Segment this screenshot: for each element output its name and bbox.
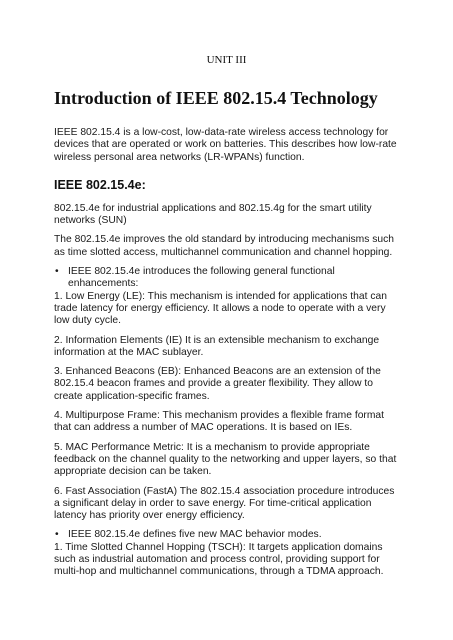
item-low-energy: 1. Low Energy (LE): This mechanism is intended for applications that can trade latency for energy efficiency. It allows a node to operate with a very low duty cycle. bbox=[54, 290, 387, 327]
bullet-enhancements bbox=[54, 266, 399, 291]
document-body bbox=[54, 127, 399, 579]
document-title: Introduction of IEEE 802.15.4 Technology bbox=[54, 88, 378, 108]
item-fast-association: 6. Fast Association (FastA) The 802.15.4 association procedure introduces a significant delay in order to save energy. For time-critical application latency has priority over energy efficiency. bbox=[54, 485, 395, 522]
section-heading: IEEE 802.15.4e: bbox=[54, 177, 146, 192]
improves-paragraph: The 802.15.4e improves the old standard by introducing mechanisms such as time slotted access, multichannel communication and channel hopping. bbox=[54, 234, 394, 258]
unit-label: UNIT III bbox=[206, 54, 247, 66]
mode-tsch: 1. Time Slotted Channel Hopping (TSCH): It targets application domains such as industrial automation and process control, providing support for multi-hop and multichannel communications, through a TDMA approach. bbox=[54, 541, 384, 578]
item-enhanced-beacons: 3. Enhanced Beacons (EB): Enhanced Beacons are an extension of the 802.15.4 beacon frames and provide a greater flexibility. They allow to create application-specific frames. bbox=[54, 366, 381, 402]
industrial-paragraph: 802.15.4e for industrial applications and 802.15.4g for the smart utility networks (SUN) bbox=[54, 202, 372, 227]
item-information-elements: 2. Information Elements (IE) It is an extensible mechanism to exchange information at the MAC sublayer. bbox=[54, 334, 380, 358]
intro-paragraph: IEEE 802.15.4 is a low-cost, low-data-rate wireless access technology for devices that are operated or work on batteries. This describes how low-rate wireless personal area networks (LR-WPANs) function. bbox=[54, 127, 397, 163]
item-mac-performance-metric: 5. MAC Performance Metric: It is a mechanism to provide appropriate feedback on the channel quality to the networking and upper layers, so that appropriate decision can be taken. bbox=[54, 441, 397, 478]
bullet-dot: • bbox=[55, 266, 59, 278]
bullet-enhancements-text: IEEE 802.15.4e introduces the following general functional enhancements: bbox=[68, 266, 335, 290]
bullet-behavior-modes bbox=[54, 529, 399, 541]
item-multipurpose-frame: 4. Multipurpose Frame: This mechanism provides a flexible frame format that can address a number of MAC operations. It is based on IEs. bbox=[54, 410, 385, 434]
bullet-behavior-modes-text: IEEE 802.15.4e defines five new MAC behavior modes. bbox=[68, 529, 322, 541]
bullet-dot: • bbox=[55, 529, 59, 541]
